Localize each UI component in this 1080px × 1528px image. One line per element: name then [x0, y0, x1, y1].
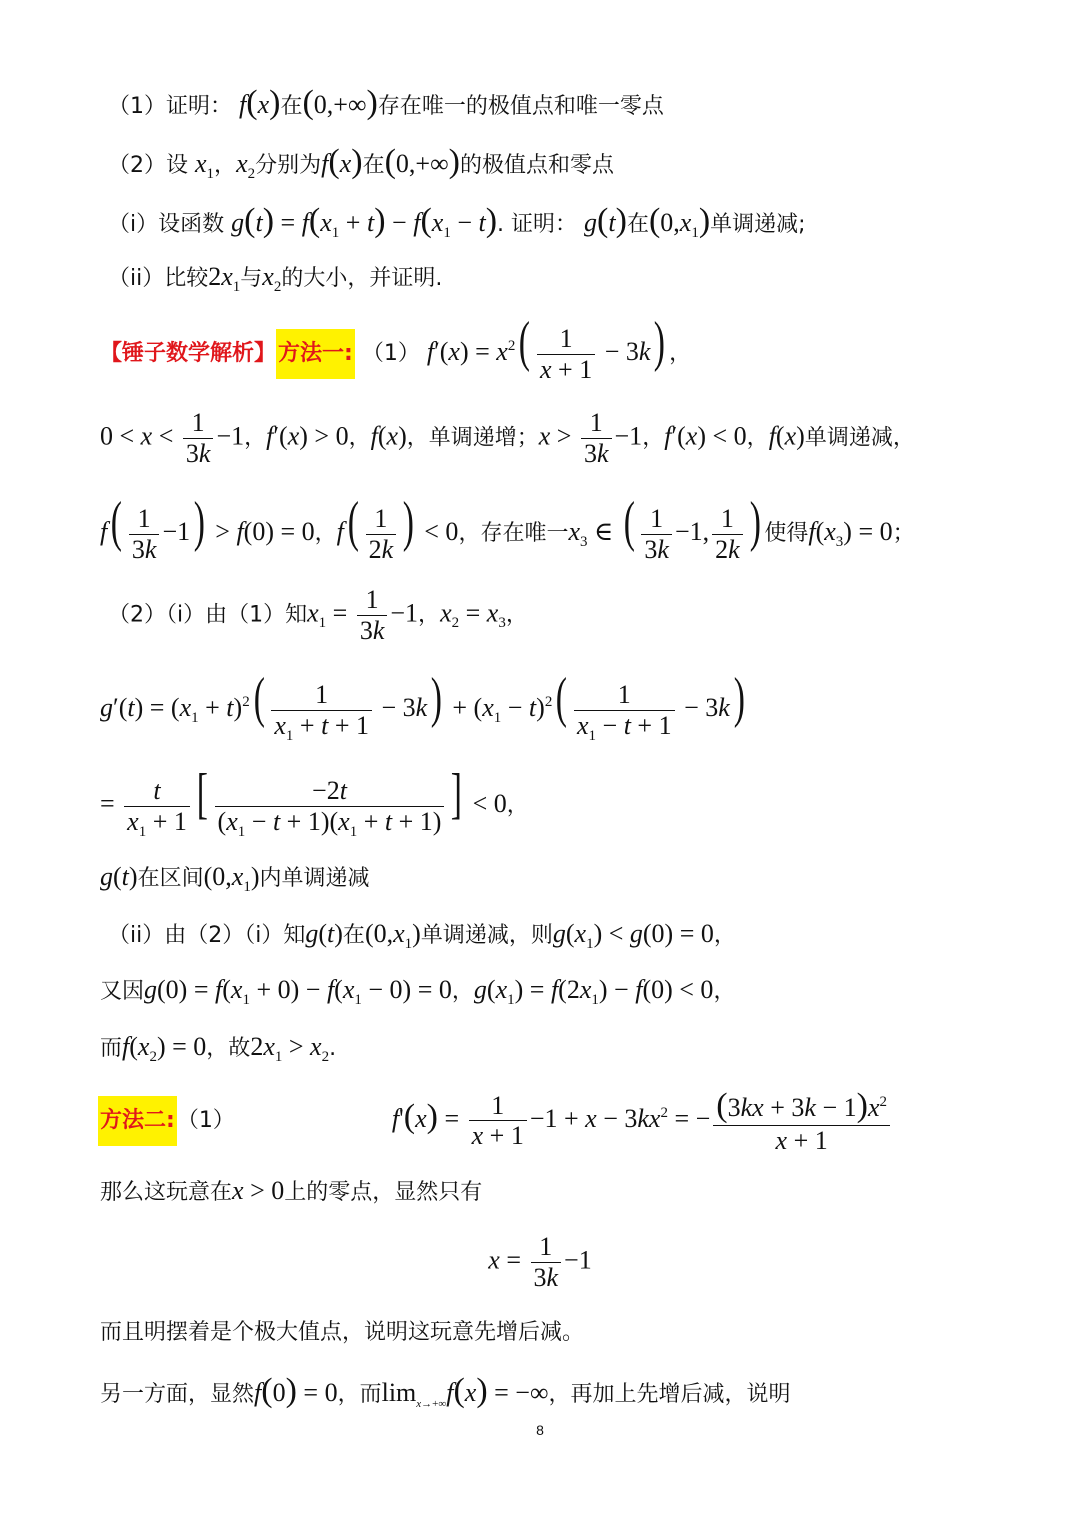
- text: 使得: [764, 521, 809, 546]
- text: 在: [626, 212, 649, 237]
- text: ，再加上先增后减，说明: [548, 1382, 791, 1407]
- line-12: （ii）由（2）（i）知g(t)在$(0,x_1)$单调递减，则$g(x_1) < g(0) = 0$，: [108, 919, 736, 952]
- line-11: g(t)在区间$(0,x_1)$内单调递减: [100, 862, 370, 895]
- text: ，: [348, 425, 371, 451]
- text: 的极值点和零点: [459, 153, 614, 178]
- text: 分别为: [255, 153, 322, 178]
- label: （1）: [176, 1107, 235, 1133]
- label: （2）设: [108, 153, 188, 178]
- line-16: 那么这玩意在x > 0上的零点，显然只有: [100, 1176, 483, 1205]
- label: 而: [100, 1036, 123, 1061]
- text: 在: [342, 923, 365, 948]
- method-two-label: 方法二:: [98, 1096, 177, 1146]
- method-one-label: 方法一:: [276, 329, 355, 379]
- page-number: 8: [536, 1422, 544, 1438]
- text: ，: [506, 793, 529, 818]
- text: ，: [713, 979, 736, 1004]
- line-19: 另一方面，显然f(0) = 0，而$\lim_{x\to+\infty}f(x)$ = −∞，再加上先增后减，说明: [100, 1372, 791, 1410]
- text: .: [329, 1036, 337, 1061]
- text: ，: [244, 425, 267, 451]
- text: ，存在唯一: [458, 521, 569, 546]
- text: 那么这玩意在: [100, 1180, 233, 1205]
- line-14: 而$f(x_2) = 0$，故$2x_1 > x_2$.: [100, 1032, 337, 1065]
- text: ，: [746, 425, 769, 451]
- line-9: $g'(t) = (x_1 + t)^2$( $\frac{1}{x_1 + t + 1}$ − $3k) + (x_1 - t)^2$( $\frac{1}{x_1 - t + 1}$ − 3k): [100, 667, 745, 744]
- text: ，单调递增；: [406, 425, 539, 451]
- text: ，: [418, 602, 441, 628]
- text: 在区间: [137, 866, 204, 891]
- line-6: 0 < x < $\frac{1}{3k}$ −1，f′(x) > 0，f(x)，单调递增；x > $\frac{1}{3k}$ −1，f′(x) < 0，f(x)单调递减，: [100, 408, 915, 468]
- text: ，: [451, 979, 474, 1004]
- text: 内单调递减: [259, 866, 370, 891]
- formula: f: [239, 90, 247, 119]
- text: 单调递减，则: [420, 923, 553, 948]
- text: ，: [713, 923, 736, 948]
- line-1: （1）证明： f(x)在(0,+∞)存在唯一的极值点和唯一零点: [108, 84, 664, 121]
- line-18: [100, 1322, 584, 1344]
- label: 又因: [100, 979, 145, 1004]
- text: 另一方面，显然: [100, 1382, 255, 1407]
- text: 与: [240, 266, 263, 291]
- text: 单调递减，: [804, 425, 915, 451]
- line-17: x = $\frac{1}{3k}$ −1: [488, 1232, 592, 1292]
- line-7: f( $\frac{1}{3k}$ −1) > f(0) = 0，f( $\frac{1}{2k}$ ) < 0，存在唯一$x_3$ ∈ ( $\frac{1}{3k}$ −1, $\frac{1}{2k}$ ) 使得$f(x_3) = 0$；: [100, 491, 915, 564]
- text: ，而: [337, 1382, 382, 1407]
- line-13: 又因$g(0) = f(x_1 + 0) - f(x_1 - 0) = 0$，$g(x_1) = f(2x_1) - f(0) < 0$，: [100, 975, 736, 1008]
- tag: 【锤子数学解析】: [100, 341, 277, 366]
- line-3: （i）设函数 $g(t) = f(x_1 + t) - f(x_1 - t)$. 证明： g(t)在$(0,x_1)$单调递减;: [108, 202, 806, 241]
- text: ，: [214, 153, 237, 178]
- label: （ii）由（2）（i）知: [108, 923, 306, 948]
- line-4: （ii）比较$2x_1$与$x_2$的大小，并证明.: [108, 262, 443, 295]
- text: 存在唯一的极值点和唯一零点: [377, 94, 664, 119]
- text: ；: [892, 521, 915, 546]
- text: ，: [314, 521, 337, 546]
- label: （i）设函数: [108, 212, 225, 237]
- text: . 证明：: [497, 212, 578, 237]
- text: 在: [362, 153, 385, 178]
- text: 的大小，并证明.: [281, 266, 443, 291]
- label: （2）（i）由（1）知: [108, 602, 308, 628]
- label: （ii）比较: [108, 266, 209, 291]
- label: （1）证明：: [108, 94, 232, 119]
- label: （1）: [361, 341, 420, 366]
- text: 在: [280, 94, 303, 119]
- text: 单调递减;: [710, 212, 806, 237]
- text: 上的零点，显然只有: [284, 1180, 483, 1205]
- text: 而且明摆着是个极大值点，说明这玩意先增后减。: [100, 1320, 585, 1345]
- line-5: 【锤子数学解析】方法一: （1） $f'(x) = x^2$( $\frac{1}{x + 1}$ − 3k) ，: [100, 311, 692, 384]
- line-8: （2）（i）由（1）知$x_1$ = $\frac{1}{3k}$ −1，$x_2 = x_3$，: [108, 585, 528, 645]
- line-2: （2）设 $x_1$，$x_2$分别为f(x)在(0,+∞)的极值点和零点: [108, 143, 614, 182]
- text: ，: [505, 602, 528, 628]
- text: ，故: [206, 1036, 251, 1061]
- line-15: 方法二:（1） f'(x) = $\frac{1}{x + 1}$ $-1 + x - 3kx^2$ = − $\frac{(3kx + 3k - 1)x^2}{x + 1}$: [98, 1086, 893, 1156]
- line-10: = $\frac{t}{x_1 + 1}$ [ $\frac{-2t}{(x_1 - t + 1)(x_1 + t + 1)}$ ] < 0，: [100, 763, 529, 840]
- text: ，: [642, 425, 665, 451]
